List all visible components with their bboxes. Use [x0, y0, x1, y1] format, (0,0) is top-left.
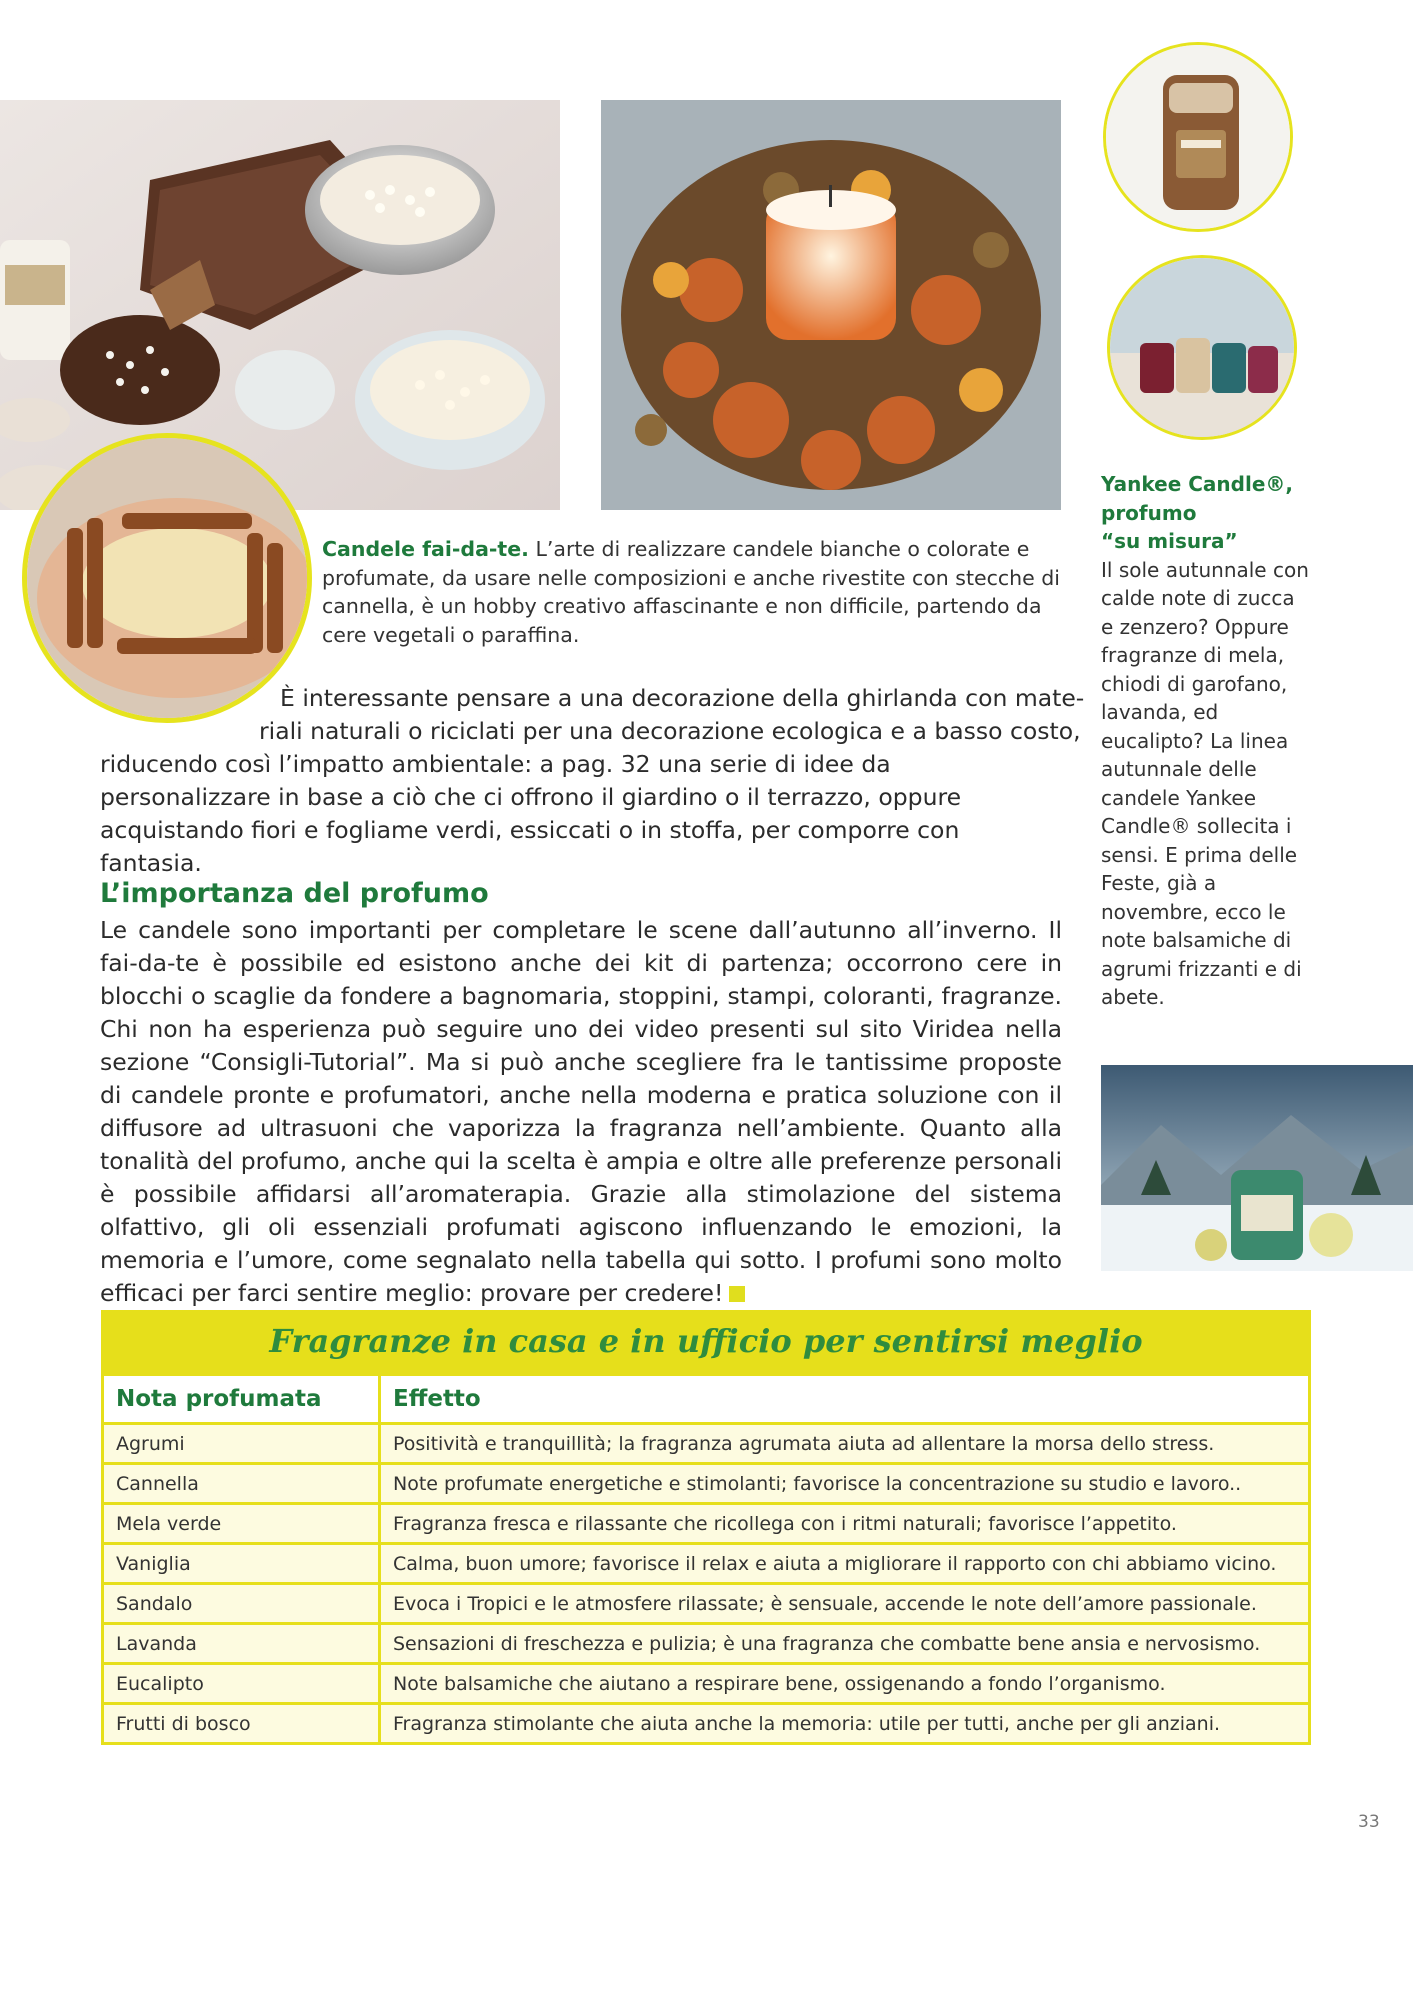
intro-line-2: riali naturali o riciclati per una decorazione ecologica e a basso costo, — [259, 717, 1081, 745]
cell-effetto: Positività e tranquillità; la fragranza agrumata aiuta ad allentare la morsa dello stress. — [380, 1424, 1310, 1464]
candle-making-photo — [0, 100, 560, 510]
caption-text: L’arte di realizzare candele bianche o colorate e profumate, da usare nelle composizioni e anche rivestite con stecche di cannella, è un hobby creativo affascinante e non difficile, partendo da cere vegetali o paraffina. — [322, 537, 1060, 647]
section-body — [100, 914, 1062, 1310]
cell-nota: Lavanda — [103, 1624, 380, 1664]
fragrance-table — [101, 1310, 1311, 1745]
yankee-jar-illustration — [1106, 45, 1293, 232]
autumn-wreath-illustration — [601, 100, 1061, 510]
yankee-set-photo — [1107, 255, 1297, 440]
yankee-jar-photo — [1103, 42, 1293, 232]
table-row — [103, 1704, 1310, 1744]
cell-effetto: Evoca i Tropici e le atmosfere rilassate; è sensuale, accende le note dell’amore passionale. — [380, 1584, 1310, 1624]
table-row — [103, 1584, 1310, 1624]
intro-line-1: È interessante pensare a una decorazione della ghirlanda con mate- — [280, 684, 1085, 712]
section-body-text: Le candele sono importanti per completare le scene dall’autunno all’inverno. Il fai-da-te è possibile ed esistono anche dei kit di partenza; occorrono cere in blocchi o scaglie da fondere a bagnomaria, stoppini, stampi, coloranti, fragranze. Chi non ha esperienza può seguire uno dei video presenti sul sito Viridea nella sezione “Consigli-Tutorial”. Ma si può anche scegliere fra le tantissime proposte di candele pronte e profumatori, anche nella moderna e pratica soluzione con il diffusore ad ultrasuoni che vaporizza la fragranza nell’ambiente. Quanto alla tonalità del profumo, anche qui la scelta è ampia e oltre alle preferenze personali è possibile affidarsi all’aromaterapia. Grazie alla stimolazione del sistema olfattivo, gli oli essenziali profumati agiscono influenzando le emozioni, la memoria e l’umore, come segnalato nella tabella qui sotto. I profumi sono molto efficaci per farci sentire meglio: provare per credere! — [100, 916, 1062, 1307]
table-row — [103, 1424, 1310, 1464]
cell-nota: Agrumi — [103, 1424, 380, 1464]
cell-nota: Sandalo — [103, 1584, 380, 1624]
sidebar-body: Il sole autunnale con calde note di zucca e zenzero? Oppure fragranze di mela, chiodi di garofano, lavanda, ed eucalipto? La linea autunnale delle candele Yankee Candle® sollecita i sensi. E prima delle Feste, già a novembre, ecco le note balsamiche di agrumi frizzanti e di abete. — [1101, 557, 1309, 1009]
table-row — [103, 1664, 1310, 1704]
sidebar-title-3: “su misura” — [1101, 529, 1238, 553]
end-mark-square — [729, 1286, 745, 1302]
sidebar — [1101, 470, 1311, 1012]
cell-effetto: Sensazioni di freschezza e pulizia; è una fragranza che combatte bene ansia e nervosismo. — [380, 1624, 1310, 1664]
autumn-wreath-photo — [601, 100, 1061, 510]
cell-nota: Cannella — [103, 1464, 380, 1504]
page-number: 33 — [1358, 1812, 1380, 1832]
fragrance-table-grid — [101, 1373, 1311, 1745]
winter-candle-photo — [1101, 1065, 1413, 1271]
table-row — [103, 1504, 1310, 1544]
cinnamon-candle-illustration — [27, 438, 312, 723]
winter-candle-illustration — [1101, 1065, 1413, 1271]
table-header-row — [103, 1375, 1310, 1424]
cell-effetto: Fragranza fresca e rilassante che ricollega con i ritmi naturali; favorisce l’appetito. — [380, 1504, 1310, 1544]
table-title: Fragranze in casa e in ufficio per sentirsi meglio — [269, 1322, 1143, 1360]
intro-paragraph: riducendo così l’impatto ambientale: a pag. 32 una serie di idee da personalizzare in base a ciò che ci offrono il giardino o il terrazzo, oppure acquistando fiori e fogliame verdi, essiccati o in stoffa, per comporre con fantasia. — [100, 750, 962, 877]
table-row — [103, 1544, 1310, 1584]
caption-lead: Candele fai-da-te. — [322, 537, 529, 561]
header-effetto: Effetto — [380, 1375, 1310, 1424]
cell-nota: Eucalipto — [103, 1664, 380, 1704]
candle-making-illustration — [0, 100, 560, 510]
table-row — [103, 1464, 1310, 1504]
cinnamon-candle-photo — [22, 433, 312, 723]
cell-nota: Vaniglia — [103, 1544, 380, 1584]
cell-nota: Mela verde — [103, 1504, 380, 1544]
yankee-set-illustration — [1110, 258, 1297, 440]
sidebar-title-1: Yankee Candle®, — [1101, 472, 1293, 496]
section-heading: L’importanza del profumo — [100, 878, 489, 909]
cell-effetto: Calma, buon umore; favorisce il relax e aiuta a migliorare il rapporto con chi abbiamo vicino. — [380, 1544, 1310, 1584]
cell-effetto: Note profumate energetiche e stimolanti; favorisce la concentrazione su studio e lavoro.. — [380, 1464, 1310, 1504]
cell-effetto: Note balsamiche che aiutano a respirare bene, ossigenando a fondo l’organismo. — [380, 1664, 1310, 1704]
table-row — [103, 1624, 1310, 1664]
sidebar-title-2: profumo — [1101, 500, 1197, 525]
cell-effetto: Fragranza stimolante che aiuta anche la memoria: utile per tutti, anche per gli anziani. — [380, 1704, 1310, 1744]
cell-nota: Frutti di bosco — [103, 1704, 380, 1744]
photo-caption — [322, 535, 1062, 649]
header-nota: Nota profumata — [103, 1375, 380, 1424]
